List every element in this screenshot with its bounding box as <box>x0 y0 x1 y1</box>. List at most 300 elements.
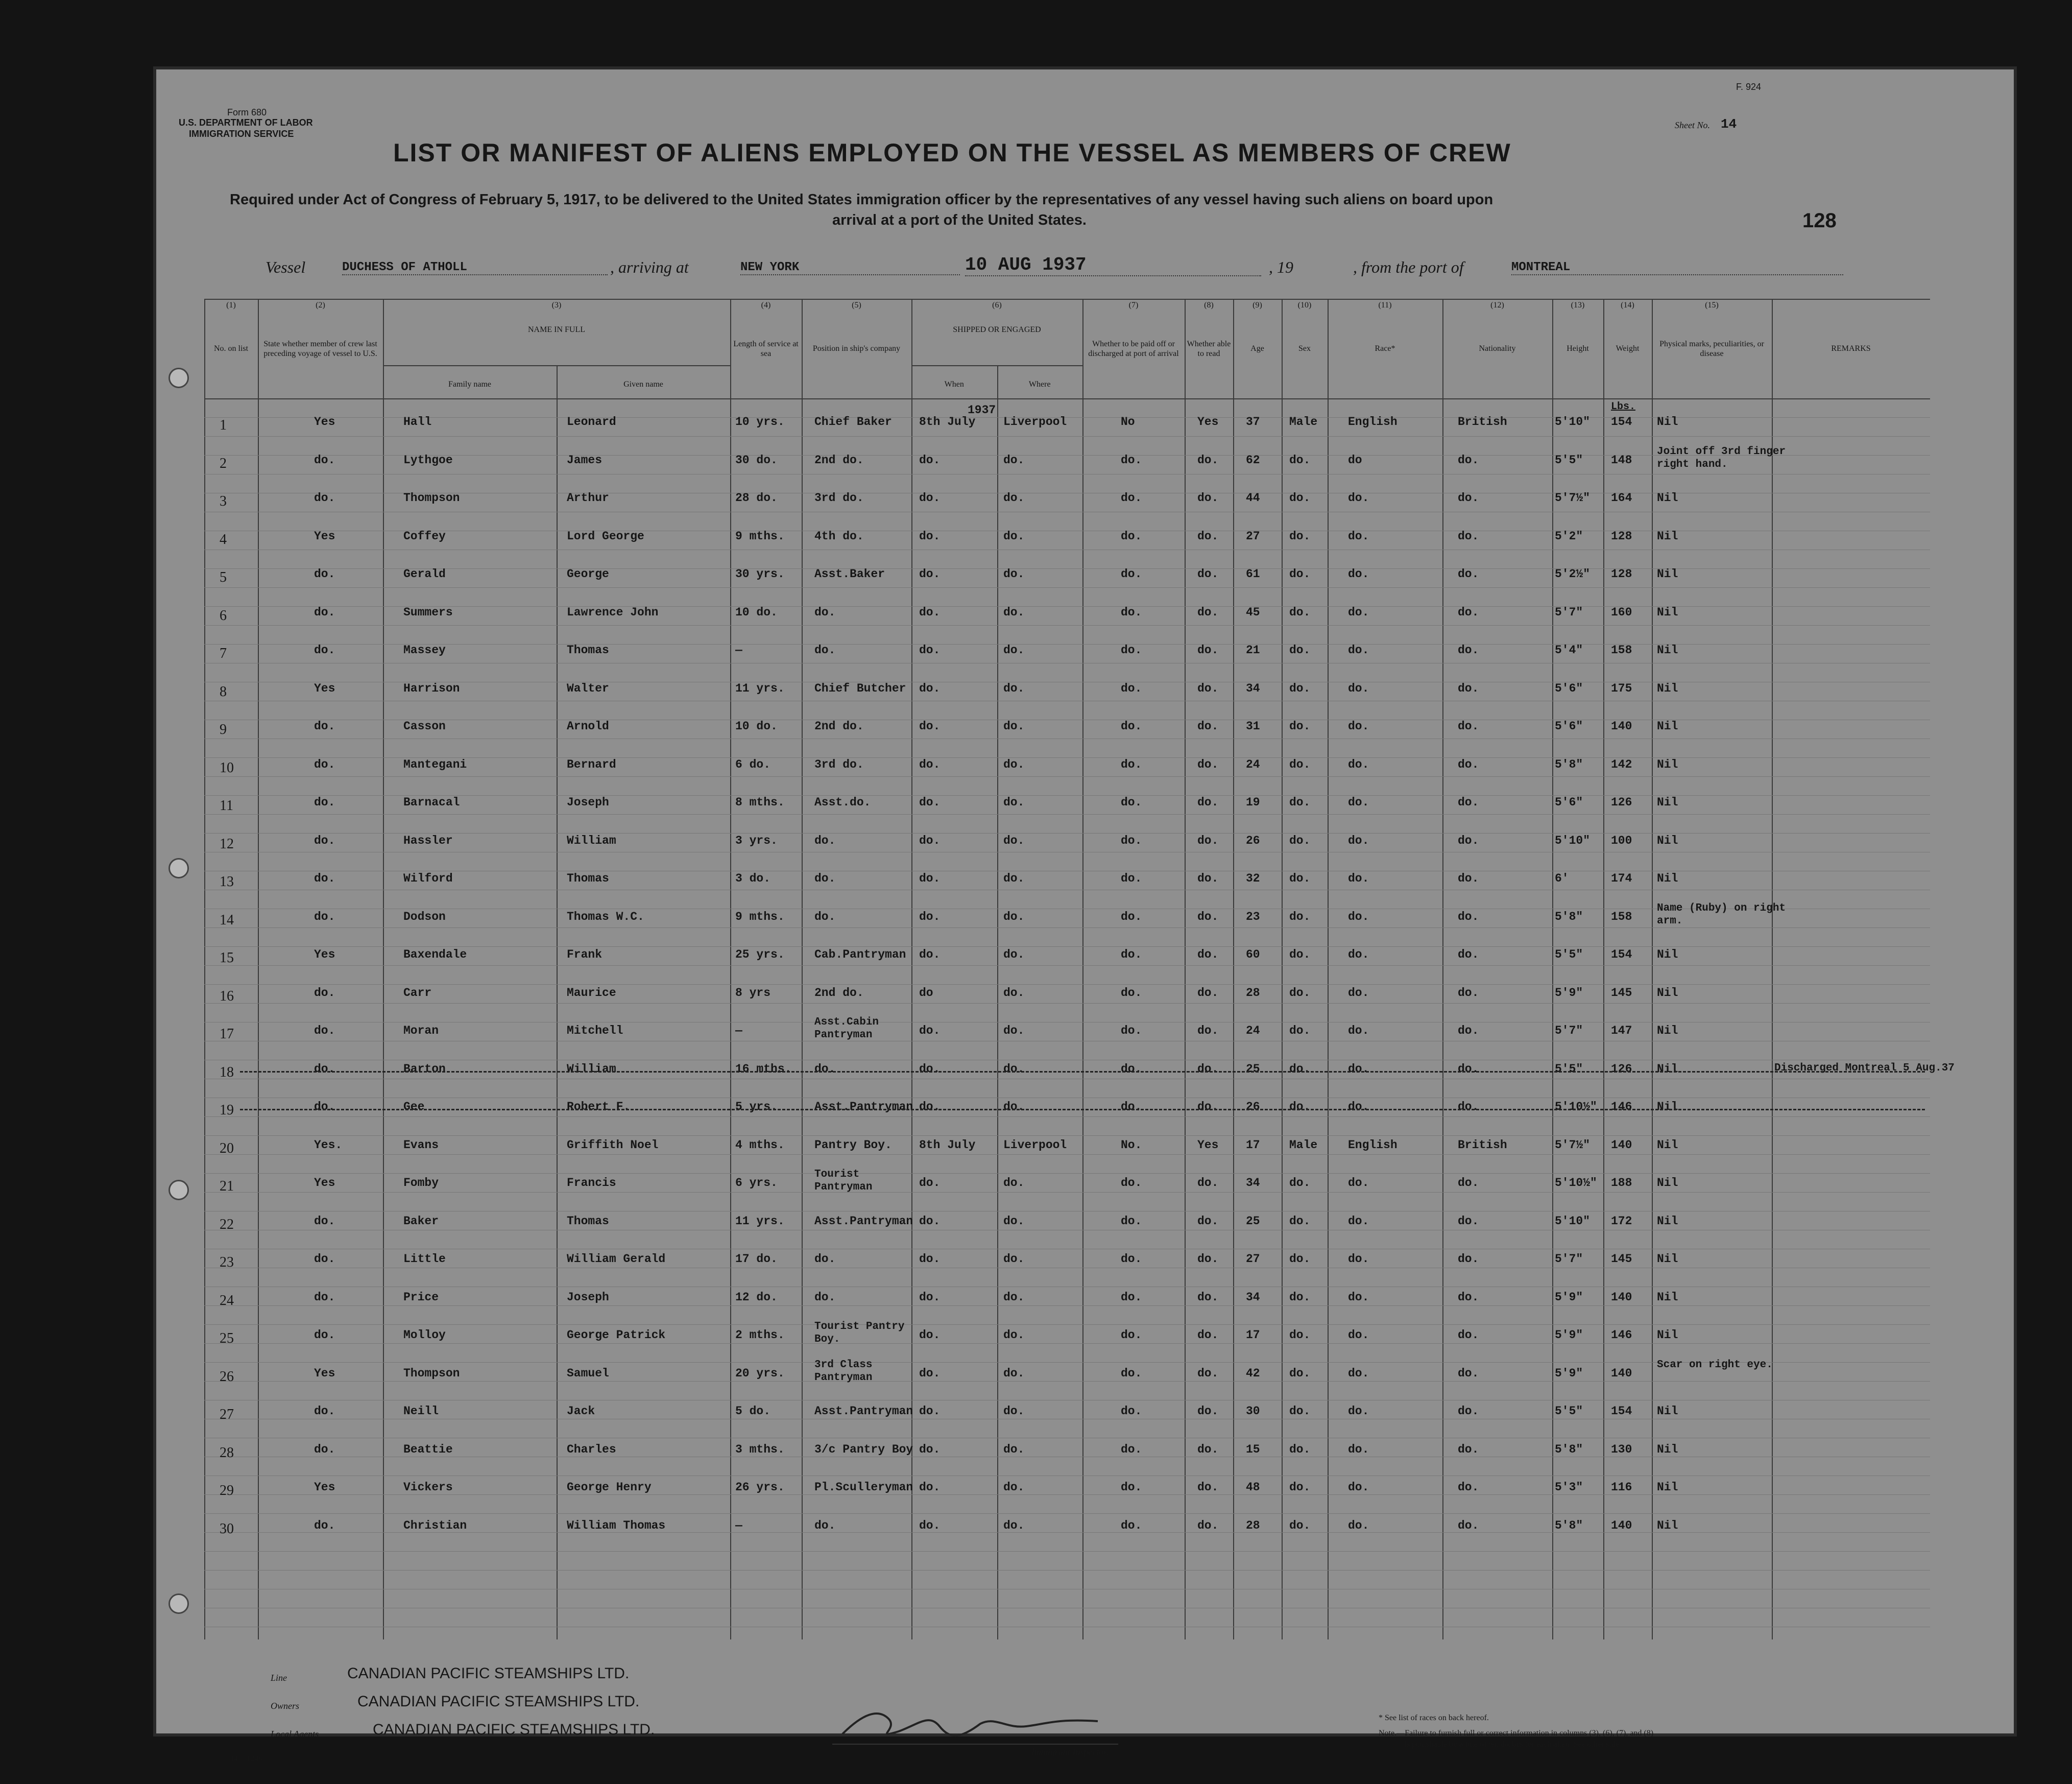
column-header: Height <box>1567 344 1589 353</box>
cell-no: 23 <box>220 1254 234 1270</box>
cell-weight: 154 <box>1611 948 1632 961</box>
cell-given: Joseph <box>567 796 609 809</box>
cell-paid: do. <box>1121 1328 1142 1342</box>
cell-race: do. <box>1348 529 1369 543</box>
cell-sex: do. <box>1289 1100 1311 1113</box>
cell-weight: 158 <box>1611 910 1632 923</box>
cell-race: do. <box>1348 1366 1369 1380</box>
cell-weight: 116 <box>1611 1481 1632 1494</box>
nineteen-label: , 19 <box>1269 258 1293 276</box>
column-header: Physical marks, peculiarities, or disease <box>1659 339 1764 358</box>
cell-service: 5 yrs. <box>735 1100 778 1113</box>
cell-sex: do. <box>1289 1252 1311 1266</box>
cell-sex: do. <box>1289 1481 1311 1494</box>
cell-position: Cab.Pantryman <box>814 948 906 961</box>
cell-where: do. <box>1003 834 1025 847</box>
cell-where: do. <box>1003 1481 1025 1494</box>
cell-prev: do. <box>314 757 335 771</box>
column-header: Nationality <box>1479 344 1516 353</box>
cell-read: do. <box>1197 567 1219 581</box>
cell-paid: do. <box>1121 872 1142 885</box>
cell-service: — <box>735 644 742 657</box>
cell-read: do. <box>1197 1176 1219 1190</box>
cell-where: do. <box>1003 1290 1025 1304</box>
cell-where: do. <box>1003 796 1025 809</box>
cell-race: do. <box>1348 948 1369 961</box>
cell-sex: do. <box>1289 720 1311 733</box>
cell-nat: British <box>1458 1138 1507 1152</box>
cell-where: do. <box>1003 453 1025 467</box>
inspector-label: Immigrant Inspector. <box>1031 1747 1109 1757</box>
cell-no: 24 <box>220 1292 234 1309</box>
cell-nat: do. <box>1458 529 1479 543</box>
cell-height: 5'4" <box>1555 644 1583 657</box>
cell-race: do. <box>1348 1214 1369 1228</box>
cell-marks: Nil <box>1657 986 1678 1000</box>
cell-height: 5'7½" <box>1555 491 1591 505</box>
cell-height: 5'8" <box>1555 1518 1583 1532</box>
column-header: Whether to be paid off or discharged at port of arrival <box>1088 339 1179 358</box>
cell-paid: do. <box>1121 1214 1142 1228</box>
cell-no: 29 <box>220 1483 234 1498</box>
cell-where: do. <box>1003 529 1025 543</box>
cell-paid: do. <box>1121 986 1142 1000</box>
table-row <box>204 939 1930 977</box>
cell-service: 20 yrs. <box>735 1366 785 1380</box>
cell-age: 31 <box>1246 720 1260 733</box>
cell-read: do. <box>1197 1100 1219 1113</box>
cell-marks: Nil <box>1657 1176 1678 1190</box>
cell-race: English <box>1348 415 1398 429</box>
cell-nat: do. <box>1458 567 1479 581</box>
cell-age: 62 <box>1246 453 1260 467</box>
cell-where: do. <box>1003 1214 1025 1228</box>
cell-paid: do. <box>1121 1442 1142 1456</box>
cell-prev: Yes <box>314 1481 335 1494</box>
cell-sex: Male <box>1289 1138 1318 1152</box>
cell-nat: do. <box>1458 948 1479 961</box>
cell-given: Bernard <box>567 757 616 771</box>
cell-service: 8 mths. <box>735 796 785 809</box>
cell-nat: British <box>1458 415 1507 429</box>
cell-position: do. <box>814 1290 836 1304</box>
cell-position: do. <box>814 644 836 657</box>
table-row <box>204 710 1930 748</box>
column-number: (5) <box>852 301 861 310</box>
arriving-port: NEW YORK <box>740 260 960 275</box>
cell-when: do <box>919 986 933 1000</box>
cell-prev: do. <box>314 1290 335 1304</box>
cell-height: 5'2" <box>1555 529 1583 543</box>
cell-marks: Nil <box>1657 1518 1678 1532</box>
cell-remarks: Discharged Montreal 5 Aug.37 <box>1774 1062 1955 1074</box>
cell-age: 27 <box>1246 529 1260 543</box>
cell-family: Coffey <box>403 529 446 543</box>
cell-read: do. <box>1197 910 1219 923</box>
cell-weight: 140 <box>1611 1138 1632 1152</box>
cell-age: 17 <box>1246 1138 1260 1152</box>
cell-no: 15 <box>220 950 234 966</box>
cell-read: do. <box>1197 1214 1219 1228</box>
cell-height: 5'6" <box>1555 720 1583 733</box>
cell-position: do. <box>814 1062 836 1076</box>
cell-prev: do. <box>314 1518 335 1532</box>
cell-prev: Yes <box>314 415 335 429</box>
form-code: 14—1246 <box>230 1754 262 1763</box>
cell-height: 5'10½" <box>1555 1176 1597 1190</box>
vessel-name: DUCHESS OF ATHOLL <box>342 260 608 275</box>
cell-marks: Nil <box>1657 720 1678 733</box>
cell-marks: Name (Ruby) on right arm. <box>1657 902 1786 927</box>
arrival-date: 10 AUG 1937 <box>965 254 1261 276</box>
cell-weight: 140 <box>1611 1518 1632 1532</box>
cell-no: 2 <box>220 455 227 471</box>
cell-service: 10 yrs. <box>735 415 785 429</box>
cell-read: do. <box>1197 1290 1219 1304</box>
cell-sex: do. <box>1289 529 1311 543</box>
column-header: State whether member of crew last preceding voyage of vessel to U.S. <box>263 339 377 358</box>
cell-age: 28 <box>1246 1518 1260 1532</box>
cell-position: 3rd do. <box>814 757 864 771</box>
table-row <box>204 1015 1930 1053</box>
table-row <box>204 1434 1930 1471</box>
cell-when: do. <box>919 834 941 847</box>
cell-read: do. <box>1197 1252 1219 1266</box>
cell-height: 5'10½" <box>1555 1100 1597 1113</box>
table-row <box>204 749 1930 787</box>
cell-sex: Male <box>1289 415 1318 429</box>
table-row <box>204 1091 1930 1129</box>
cell-prev: Yes <box>314 948 335 961</box>
cell-no: 28 <box>220 1444 234 1461</box>
cell-position: do. <box>814 872 836 885</box>
cell-prev: do. <box>314 453 335 467</box>
cell-read: do. <box>1197 1366 1219 1380</box>
cell-when: do. <box>919 1062 941 1076</box>
column-number: (9) <box>1252 301 1262 310</box>
cell-given: Thomas <box>567 644 609 657</box>
cell-paid: do. <box>1121 1366 1142 1380</box>
cell-race: do. <box>1348 757 1369 771</box>
header-bottom-rule <box>204 398 1930 399</box>
cell-sex: do. <box>1289 1290 1311 1304</box>
cell-prev: do. <box>314 872 335 885</box>
table-row <box>204 1053 1955 1091</box>
cell-paid: do. <box>1121 605 1142 619</box>
year-note: 1937 <box>968 403 996 417</box>
cell-when: do. <box>919 757 941 771</box>
sub-column-header: Given name <box>623 380 663 389</box>
sub-header-rule <box>911 365 1082 366</box>
cell-position: Tourist Pantry Boy. <box>814 1321 905 1345</box>
cell-family: Baker <box>403 1214 439 1228</box>
inspector-signature <box>832 1703 1118 1749</box>
cell-service: 11 yrs. <box>735 681 785 695</box>
cell-prev: Yes. <box>314 1138 343 1152</box>
cell-family: Wilford <box>403 872 453 885</box>
cell-sex: do. <box>1289 605 1311 619</box>
cell-family: Casson <box>403 720 446 733</box>
cell-paid: do. <box>1121 529 1142 543</box>
cell-sex: do. <box>1289 1405 1311 1418</box>
cell-service: 3 do. <box>735 872 771 885</box>
line-label: Line <box>271 1673 287 1683</box>
cell-when: do. <box>919 453 941 467</box>
cell-paid: do. <box>1121 567 1142 581</box>
cell-prev: Yes <box>314 1176 335 1190</box>
cell-height: 5'8" <box>1555 910 1583 923</box>
cell-sex: do. <box>1289 453 1311 467</box>
cell-given: Arnold <box>567 720 609 733</box>
cell-family: Christian <box>403 1518 467 1532</box>
cell-family: Price <box>403 1290 439 1304</box>
cell-family: Summers <box>403 605 453 619</box>
table-row <box>204 901 1930 939</box>
cell-height: 5'2½" <box>1555 567 1591 581</box>
cell-weight: 142 <box>1611 757 1632 771</box>
cell-given: Lord George <box>567 529 644 543</box>
cell-when: do. <box>919 605 941 619</box>
cell-no: 8 <box>220 683 227 700</box>
cell-prev: do. <box>314 491 335 505</box>
cell-sex: do. <box>1289 757 1311 771</box>
subtitle-line-2: arrival at a port of the United States. <box>832 212 1087 228</box>
cell-race: do. <box>1348 720 1369 733</box>
cell-read: do. <box>1197 948 1219 961</box>
cell-prev: do. <box>314 834 335 847</box>
cell-given: William <box>567 1062 616 1076</box>
punch-hole <box>168 1180 189 1200</box>
cell-marks: Nil <box>1657 948 1678 961</box>
cell-service: 8 yrs <box>735 986 771 1000</box>
cell-family: Harrison <box>403 681 460 695</box>
cell-height: 5'9" <box>1555 1328 1583 1342</box>
cell-read: do. <box>1197 1024 1219 1037</box>
cell-weight: 172 <box>1611 1214 1632 1228</box>
agents-label: Local Agents <box>271 1729 319 1739</box>
cell-marks: Joint off 3rd finger right hand. <box>1657 445 1786 470</box>
cell-given: William Thomas <box>567 1518 666 1532</box>
cell-prev: do. <box>314 1442 335 1456</box>
cell-no: 21 <box>220 1178 234 1194</box>
cell-nat: do. <box>1458 1481 1479 1494</box>
cell-no: 26 <box>220 1368 234 1385</box>
cell-family: Dodson <box>403 910 446 923</box>
cell-sex: do. <box>1289 1366 1311 1380</box>
cell-no: 14 <box>220 912 234 928</box>
cell-paid: do. <box>1121 834 1142 847</box>
table-row <box>204 634 1930 672</box>
cell-where: do. <box>1003 644 1025 657</box>
cell-race: do. <box>1348 1176 1369 1190</box>
cell-race: do. <box>1348 834 1369 847</box>
table-row <box>204 977 1930 1015</box>
vessel-label: Vessel <box>266 258 306 276</box>
cell-sex: do. <box>1289 1024 1311 1037</box>
cell-age: 34 <box>1246 1290 1260 1304</box>
cell-read: do. <box>1197 529 1219 543</box>
cell-marks: Nil <box>1657 872 1678 885</box>
cell-prev: do. <box>314 910 335 923</box>
cell-position: Chief Butcher <box>814 681 906 695</box>
column-number: (13) <box>1571 301 1585 310</box>
cell-paid: do. <box>1121 1405 1142 1418</box>
cell-where: do. <box>1003 872 1025 885</box>
department-line-1: U.S. DEPARTMENT OF LABOR <box>179 117 313 128</box>
table-row <box>204 482 1930 520</box>
cell-position: Asst.Pantryman <box>814 1100 913 1113</box>
strike-through-line <box>240 1109 1925 1110</box>
cell-where: do. <box>1003 1252 1025 1266</box>
sub-column-header: Family name <box>448 380 491 389</box>
cell-prev: do. <box>314 644 335 657</box>
cell-prev: do. <box>314 720 335 733</box>
table-row <box>204 1358 1930 1395</box>
cell-age: 34 <box>1246 681 1260 695</box>
cell-read: Yes <box>1197 1138 1219 1152</box>
ruled-line <box>204 1570 1930 1571</box>
cell-position: Pl.Sculleryman <box>814 1481 913 1494</box>
cell-read: Yes <box>1197 415 1219 429</box>
cell-nat: do. <box>1458 644 1479 657</box>
cell-marks: Nil <box>1657 1405 1678 1418</box>
cell-marks: Nil <box>1657 1024 1678 1037</box>
table-row <box>204 444 1930 482</box>
cell-nat: do. <box>1458 796 1479 809</box>
cell-read: do. <box>1197 1328 1219 1342</box>
cell-when: do. <box>919 567 941 581</box>
table-row <box>204 863 1930 900</box>
table-row <box>204 787 1930 824</box>
cell-read: do. <box>1197 986 1219 1000</box>
cell-read: do. <box>1197 872 1219 885</box>
cell-given: Maurice <box>567 986 616 1000</box>
cell-height: 5'7" <box>1555 1252 1583 1266</box>
cell-sex: do. <box>1289 567 1311 581</box>
cell-family: Moran <box>403 1024 439 1037</box>
cell-read: do. <box>1197 796 1219 809</box>
cell-when: do. <box>919 948 941 961</box>
page-number: 128 <box>1802 209 1837 232</box>
cell-paid: do. <box>1121 796 1142 809</box>
column-header: Weight <box>1616 344 1640 353</box>
weight-unit: Lbs. <box>1611 401 1636 413</box>
cell-family: Thompson <box>403 491 460 505</box>
cell-no: 3 <box>220 493 227 509</box>
cell-height: 5'5" <box>1555 948 1583 961</box>
form-f-number: F. 924 <box>1736 82 1762 92</box>
cell-given: George Patrick <box>567 1328 666 1342</box>
cell-prev: do. <box>314 1100 335 1113</box>
cell-race: do. <box>1348 644 1369 657</box>
cell-prev: do. <box>314 605 335 619</box>
cell-service: 11 yrs. <box>735 1214 785 1228</box>
cell-no: 19 <box>220 1102 234 1118</box>
cell-where: do. <box>1003 491 1025 505</box>
cell-weight: 188 <box>1611 1176 1632 1190</box>
cell-family: Molloy <box>403 1328 446 1342</box>
cell-family: Baxendale <box>403 948 467 961</box>
cell-read: do. <box>1197 834 1219 847</box>
cell-nat: do. <box>1458 872 1479 885</box>
cell-age: 24 <box>1246 757 1260 771</box>
cell-sex: do. <box>1289 872 1311 885</box>
cell-no: 5 <box>220 569 227 585</box>
cell-age: 17 <box>1246 1328 1260 1342</box>
cell-prev: Yes <box>314 529 335 543</box>
cell-paid: do. <box>1121 910 1142 923</box>
cell-paid: do. <box>1121 1024 1142 1037</box>
cell-race: do. <box>1348 1518 1369 1532</box>
cell-paid: do. <box>1121 948 1142 961</box>
cell-read: do. <box>1197 1062 1219 1076</box>
cell-weight: 145 <box>1611 1252 1632 1266</box>
cell-height: 5'7½" <box>1555 1138 1591 1152</box>
cell-race: do. <box>1348 1328 1369 1342</box>
punch-hole <box>168 368 189 388</box>
cell-where: do. <box>1003 1024 1025 1037</box>
cell-position: 3rd Class Pantryman <box>814 1359 873 1384</box>
cell-family: Barton <box>403 1062 446 1076</box>
cell-weight: 175 <box>1611 681 1632 695</box>
table-row <box>204 558 1930 596</box>
cell-race: do. <box>1348 1405 1369 1418</box>
cell-prev: do. <box>314 1405 335 1418</box>
cell-race: do. <box>1348 681 1369 695</box>
owners-company: CANADIAN PACIFIC STEAMSHIPS LTD. <box>357 1693 640 1710</box>
cell-family: Barnacal <box>403 796 460 809</box>
cell-where: do. <box>1003 567 1025 581</box>
cell-marks: Nil <box>1657 567 1678 581</box>
cell-position: Chief Baker <box>814 415 892 429</box>
cell-read: do. <box>1197 1481 1219 1494</box>
cell-where: do. <box>1003 1100 1025 1113</box>
cell-sex: do. <box>1289 1442 1311 1456</box>
column-header: Position in ship's company <box>812 344 901 353</box>
cell-given: Thomas <box>567 872 609 885</box>
cell-given: Griffith Noel <box>567 1138 659 1152</box>
cell-height: 5'3" <box>1555 1481 1583 1494</box>
cell-marks: Nil <box>1657 605 1678 619</box>
cell-service: 6 do. <box>735 757 771 771</box>
cell-given: Robert F. <box>567 1100 631 1113</box>
cell-marks: Nil <box>1657 1100 1678 1113</box>
cell-race: English <box>1348 1138 1398 1152</box>
cell-weight: 146 <box>1611 1100 1632 1113</box>
cell-when: do. <box>919 529 941 543</box>
cell-read: do. <box>1197 681 1219 695</box>
cell-position: do. <box>814 605 836 619</box>
note-line-2: is punishable by a fine of ten dollars for each alien. See other side. <box>1404 1740 1622 1749</box>
cell-height: 5'10" <box>1555 415 1591 429</box>
cell-given: George Henry <box>567 1481 652 1494</box>
cell-paid: do. <box>1121 1176 1142 1190</box>
cell-service: — <box>735 1518 742 1532</box>
cell-weight: 126 <box>1611 1062 1632 1076</box>
sheet-number: 14 <box>1721 116 1737 132</box>
cell-height: 5'5" <box>1555 453 1583 467</box>
cell-race: do. <box>1348 491 1369 505</box>
column-number: (11) <box>1378 301 1392 310</box>
cell-nat: do. <box>1458 910 1479 923</box>
cell-weight: 164 <box>1611 491 1632 505</box>
cell-prev: do. <box>314 1024 335 1037</box>
from-port-label: , from the port of <box>1353 258 1464 276</box>
subtitle-line-1: Required under Act of Congress of February 5, 1917, to be delivered to the United States immigration officer by the representatives of any vessel having such aliens on board upon <box>230 192 1493 208</box>
column-header: REMARKS <box>1831 344 1871 353</box>
cell-paid: do. <box>1121 644 1142 657</box>
cell-read: do. <box>1197 1518 1219 1532</box>
